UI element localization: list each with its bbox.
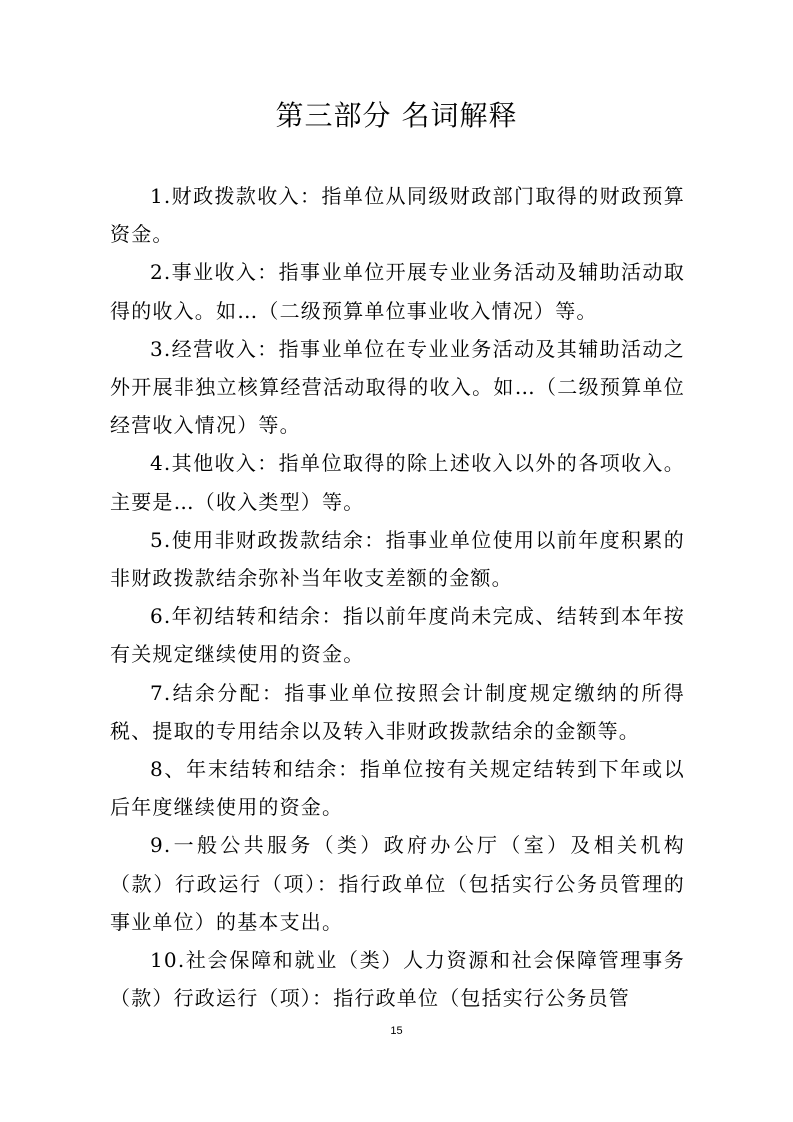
paragraph-3: 3.经营收入：指事业单位在专业业务活动及其辅助活动之外开展非独立核算经营活动取得的收入。如…（二级预算单位经营收入情况）等。: [110, 336, 685, 438]
paragraph-10: 10.社会保障和就业（类）人力资源和社会保障管理事务（款）行政运行（项）：指行政单位（包括实行公务员管: [110, 948, 685, 1011]
paragraph-4: 4.其他收入：指单位取得的除上述收入以外的各项收入。主要是…（收入类型）等。: [110, 451, 685, 514]
paragraph-6: 6.年初结转和结余：指以前年度尚未完成、结转到本年按有关规定继续使用的资金。: [110, 604, 685, 667]
document-body: [110, 177, 685, 1017]
paragraph-5: 5.使用非财政拨款结余：指事业单位使用以前年度积累的非财政拨款结余弥补当年收支差额的金额。: [110, 527, 685, 591]
page-title: 第三部分 名词解释: [275, 99, 518, 132]
paragraph-1: 1.财政拨款收入：指单位从同级财政部门取得的财政预算资金。: [110, 184, 685, 247]
paragraph-2: 2.事业收入：指事业单位开展专业业务活动及辅助活动取得的收入。如…（二级预算单位事业收入情况）等。: [110, 260, 685, 323]
paragraph-7: 7.结余分配：指事业单位按照会计制度规定缴纳的所得税、提取的专用结余以及转入非财政拨款结余的金额等。: [110, 680, 685, 743]
page-number: 15: [390, 1025, 403, 1037]
paragraph-8: 8、年末结转和结余：指单位按有关规定结转到下年或以后年度继续使用的资金。: [110, 757, 685, 820]
paragraph-9: 9.一般公共服务（类）政府办公厅（室）及相关机构（款）行政运行（项）：指行政单位（包括实行公务员管理的事业单位）的基本支出。: [110, 833, 685, 934]
